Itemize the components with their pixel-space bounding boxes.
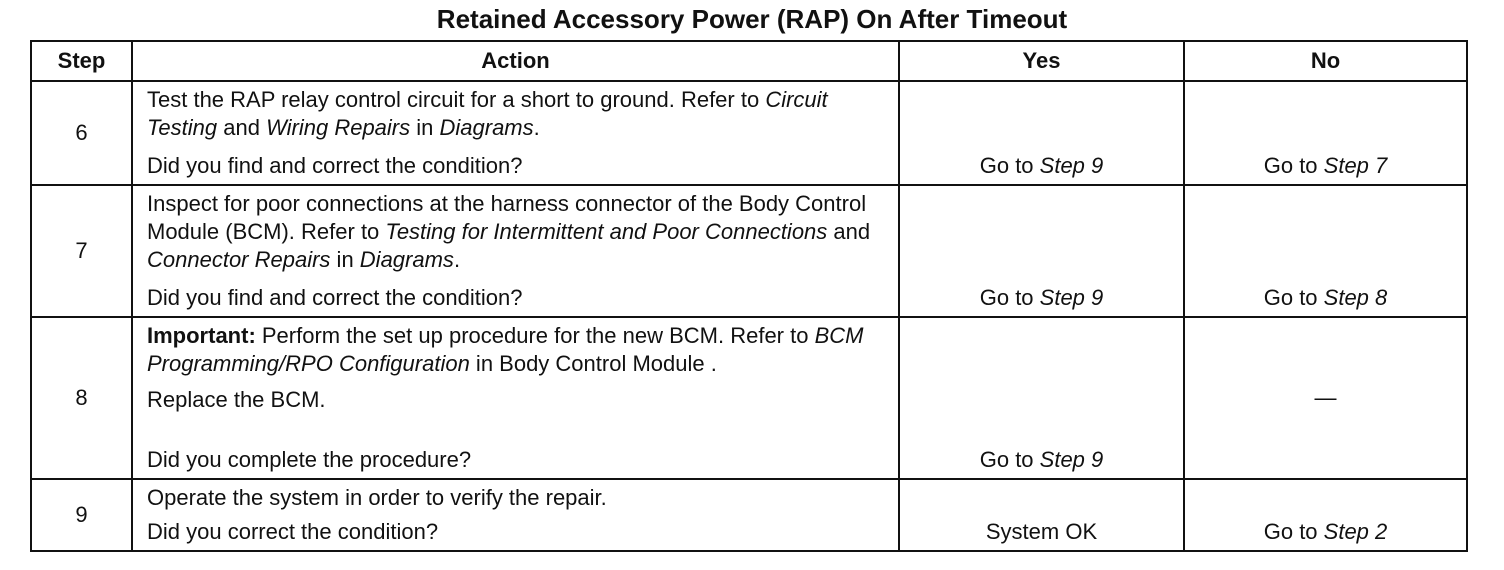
important-label: Important: bbox=[147, 323, 256, 348]
reference-link: Diagrams bbox=[359, 247, 454, 272]
step-reference: Step 8 bbox=[1323, 285, 1388, 310]
action-instruction: Replace the BCM. bbox=[147, 387, 326, 412]
step-number: 7 bbox=[31, 185, 132, 317]
reference-link: BCM Programming/RPO Configuration bbox=[147, 323, 864, 376]
no-cell: — bbox=[1184, 317, 1467, 479]
step-header: Step bbox=[31, 41, 132, 81]
yes-cell: Go to Step 9 bbox=[899, 185, 1184, 317]
step-reference: Step 9 bbox=[1039, 285, 1104, 310]
yes-header: Yes bbox=[899, 41, 1184, 81]
no-cell: Go to Step 8 bbox=[1184, 185, 1467, 317]
action-text: Test the RAP relay control circuit for a short to ground. Refer to Circuit Testing and Wiring Repairs in Diagrams. bbox=[147, 87, 828, 140]
yes-cell: System OK bbox=[899, 479, 1184, 551]
action-cell bbox=[132, 81, 899, 185]
no-header: No bbox=[1184, 41, 1467, 81]
header-row bbox=[31, 41, 1467, 81]
page-title: Retained Accessory Power (RAP) On After Timeout bbox=[436, 4, 1068, 34]
step-reference: Step 9 bbox=[1039, 153, 1104, 178]
reference-link: Diagrams bbox=[439, 115, 534, 140]
action-cell bbox=[132, 479, 899, 551]
action-text: Operate the system in order to verify the repair. bbox=[147, 485, 607, 510]
step-number: 8 bbox=[31, 317, 132, 479]
reference-link: Circuit Testing bbox=[147, 87, 828, 140]
action-cell bbox=[132, 317, 899, 479]
step-reference: Step 9 bbox=[1039, 447, 1104, 472]
reference-link: Wiring Repairs bbox=[266, 115, 411, 140]
diagnostic-table bbox=[30, 40, 1468, 552]
reference-link: Testing for Intermittent and Poor Connections bbox=[385, 219, 828, 244]
step-reference: Step 7 bbox=[1323, 153, 1388, 178]
question-text: Did you find and correct the condition? bbox=[147, 153, 523, 178]
question-text: Did you correct the condition? bbox=[147, 519, 439, 544]
table-row bbox=[31, 185, 1467, 317]
action-text: Inspect for poor connections at the harness connector of the Body Control Module (BCM). Refer to Testing for Intermittent and Poor Connections and Connector Repairs in Diagrams. bbox=[147, 191, 871, 272]
step-number: 6 bbox=[31, 81, 132, 185]
step-number: 9 bbox=[31, 479, 132, 551]
table-row bbox=[31, 317, 1467, 479]
action-text: Important: Perform the set up procedure for the new BCM. Refer to BCM Programming/RPO Configuration in Body Control Module . bbox=[147, 323, 864, 376]
question-text: Did you complete the procedure? bbox=[147, 447, 472, 472]
action-cell bbox=[132, 185, 899, 317]
yes-cell: Go to Step 9 bbox=[899, 81, 1184, 185]
question-text: Did you find and correct the condition? bbox=[147, 285, 523, 310]
table-row bbox=[31, 479, 1467, 551]
table-row bbox=[31, 81, 1467, 185]
yes-cell: Go to Step 9 bbox=[899, 317, 1184, 479]
step-reference: Step 2 bbox=[1323, 519, 1388, 544]
reference-link: Connector Repairs bbox=[147, 247, 331, 272]
no-cell: Go to Step 7 bbox=[1184, 81, 1467, 185]
action-header: Action bbox=[132, 41, 899, 81]
no-cell: Go to Step 2 bbox=[1184, 479, 1467, 551]
